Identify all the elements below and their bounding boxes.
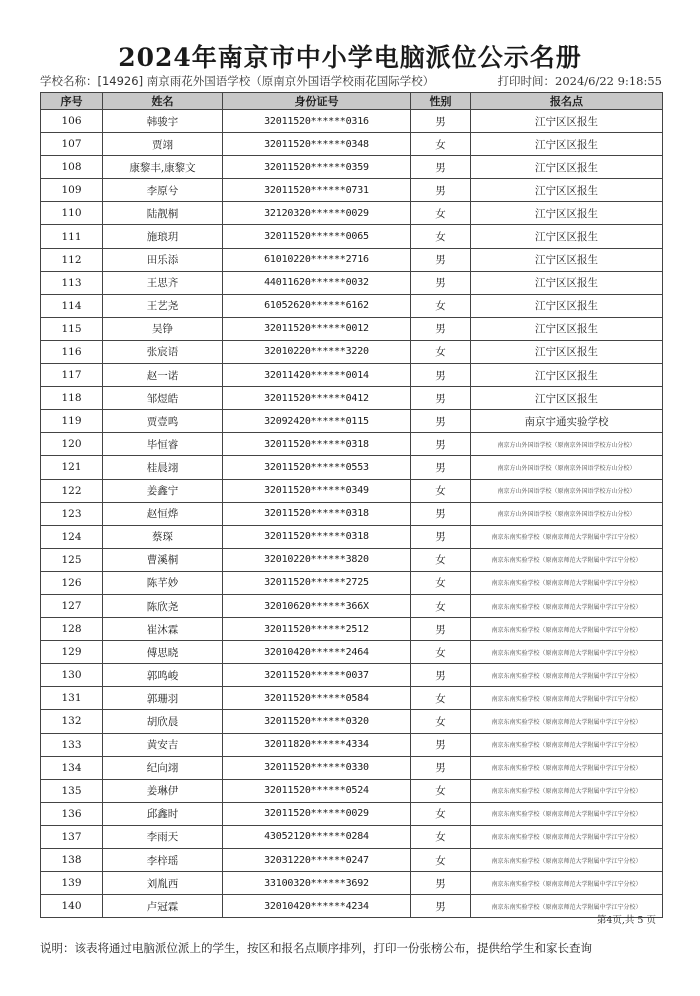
cell-seq: 122 bbox=[41, 479, 103, 502]
cell-id: 32011520******0012 bbox=[223, 317, 411, 340]
cell-gender: 男 bbox=[411, 502, 471, 525]
table-row bbox=[41, 710, 663, 733]
cell-seq: 112 bbox=[41, 248, 103, 271]
cell-id: 32010420******4234 bbox=[223, 895, 411, 918]
table-row bbox=[41, 156, 663, 179]
table-row bbox=[41, 849, 663, 872]
cell-name: 陈欣尧 bbox=[103, 594, 223, 617]
cell-site: 南京东南实验学校（原南京师范大学附属中学江宁分校） bbox=[471, 849, 663, 872]
table-row bbox=[41, 410, 663, 433]
cell-id: 32010220******3220 bbox=[223, 340, 411, 363]
table-row bbox=[41, 756, 663, 779]
table-row bbox=[41, 340, 663, 363]
cell-seq: 119 bbox=[41, 410, 103, 433]
cell-name: 施琅玥 bbox=[103, 225, 223, 248]
cell-gender: 女 bbox=[411, 340, 471, 363]
header-gender: 性别 bbox=[411, 93, 471, 110]
cell-site: 南京方山外国语学校（原南京外国语学校方山分校） bbox=[471, 433, 663, 456]
cell-id: 32120320******0029 bbox=[223, 202, 411, 225]
cell-gender: 女 bbox=[411, 133, 471, 156]
cell-site: 南京东南实验学校（原南京师范大学附属中学江宁分校） bbox=[471, 779, 663, 802]
table-row bbox=[41, 571, 663, 594]
table-row bbox=[41, 179, 663, 202]
cell-name: 崔沐霖 bbox=[103, 618, 223, 641]
cell-name: 曹溪桐 bbox=[103, 548, 223, 571]
cell-gender: 男 bbox=[411, 317, 471, 340]
cell-name: 田乐添 bbox=[103, 248, 223, 271]
cell-gender: 男 bbox=[411, 248, 471, 271]
cell-seq: 134 bbox=[41, 756, 103, 779]
cell-gender: 男 bbox=[411, 618, 471, 641]
cell-site: 南京方山外国语学校（原南京外国语学校方山分校） bbox=[471, 479, 663, 502]
print-info bbox=[498, 73, 662, 89]
cell-name: 赵恒烨 bbox=[103, 502, 223, 525]
cell-seq: 109 bbox=[41, 179, 103, 202]
cell-site: 南京东南实验学校（原南京师范大学附属中学江宁分校） bbox=[471, 548, 663, 571]
table-header-row bbox=[41, 93, 663, 110]
cell-seq: 135 bbox=[41, 779, 103, 802]
table-row bbox=[41, 271, 663, 294]
cell-gender: 女 bbox=[411, 825, 471, 848]
cell-name: 桂晨翊 bbox=[103, 456, 223, 479]
header-seq: 序号 bbox=[41, 93, 103, 110]
header-site: 报名点 bbox=[471, 93, 663, 110]
document-title: 2024年南京市中小学电脑派位公示名册 bbox=[118, 43, 582, 72]
cell-gender: 男 bbox=[411, 872, 471, 895]
cell-id: 32011520******0037 bbox=[223, 664, 411, 687]
cell-name: 邹煜皓 bbox=[103, 387, 223, 410]
cell-id: 32011520******0349 bbox=[223, 479, 411, 502]
cell-name: 王思齐 bbox=[103, 271, 223, 294]
cell-gender: 男 bbox=[411, 410, 471, 433]
table-row bbox=[41, 733, 663, 756]
cell-name: 纪向翊 bbox=[103, 756, 223, 779]
cell-id: 43052120******0284 bbox=[223, 825, 411, 848]
cell-id: 32011520******0330 bbox=[223, 756, 411, 779]
cell-site: 江宁区区报生 bbox=[471, 294, 663, 317]
cell-name: 康黎丰,康黎文 bbox=[103, 156, 223, 179]
table-row bbox=[41, 225, 663, 248]
cell-id: 32011520******0316 bbox=[223, 110, 411, 133]
cell-gender: 男 bbox=[411, 664, 471, 687]
cell-seq: 106 bbox=[41, 110, 103, 133]
table-row bbox=[41, 317, 663, 340]
cell-gender: 男 bbox=[411, 895, 471, 918]
cell-seq: 116 bbox=[41, 340, 103, 363]
cell-site: 江宁区区报生 bbox=[471, 387, 663, 410]
table-row bbox=[41, 641, 663, 664]
cell-name: 韩骏宇 bbox=[103, 110, 223, 133]
cell-id: 61010220******2716 bbox=[223, 248, 411, 271]
cell-gender: 男 bbox=[411, 110, 471, 133]
cell-site: 南京方山外国语学校（原南京外国语学校方山分校） bbox=[471, 456, 663, 479]
cell-seq: 115 bbox=[41, 317, 103, 340]
cell-site: 南京东南实验学校（原南京师范大学附属中学江宁分校） bbox=[471, 802, 663, 825]
cell-name: 毕恒睿 bbox=[103, 433, 223, 456]
cell-name: 李雨天 bbox=[103, 825, 223, 848]
cell-gender: 男 bbox=[411, 756, 471, 779]
cell-site: 南京东南实验学校（原南京师范大学附属中学江宁分校） bbox=[471, 687, 663, 710]
cell-id: 44011620******0032 bbox=[223, 271, 411, 294]
page-number: 第4页,共 5 页 bbox=[596, 915, 656, 926]
cell-gender: 男 bbox=[411, 387, 471, 410]
table-row bbox=[41, 664, 663, 687]
cell-seq: 108 bbox=[41, 156, 103, 179]
cell-seq: 110 bbox=[41, 202, 103, 225]
cell-gender: 女 bbox=[411, 479, 471, 502]
table-row bbox=[41, 825, 663, 848]
cell-name: 姜琳伊 bbox=[103, 779, 223, 802]
cell-gender: 男 bbox=[411, 179, 471, 202]
cell-site: 江宁区区报生 bbox=[471, 225, 663, 248]
cell-gender: 女 bbox=[411, 802, 471, 825]
table-row bbox=[41, 802, 663, 825]
table-row bbox=[41, 872, 663, 895]
cell-name: 陈芊妙 bbox=[103, 571, 223, 594]
cell-gender: 女 bbox=[411, 594, 471, 617]
table-row bbox=[41, 548, 663, 571]
table-row bbox=[41, 364, 663, 387]
cell-id: 32092420******0115 bbox=[223, 410, 411, 433]
cell-id: 32011520******0553 bbox=[223, 456, 411, 479]
cell-id: 32010420******2464 bbox=[223, 641, 411, 664]
table-row bbox=[41, 779, 663, 802]
cell-site: 南京东南实验学校（原南京师范大学附属中学江宁分校） bbox=[471, 525, 663, 548]
cell-seq: 137 bbox=[41, 825, 103, 848]
table-row bbox=[41, 618, 663, 641]
cell-name: 郭鸣峻 bbox=[103, 664, 223, 687]
cell-site: 南京方山外国语学校（原南京外国语学校方山分校） bbox=[471, 502, 663, 525]
cell-site: 南京东南实验学校（原南京师范大学附属中学江宁分校） bbox=[471, 641, 663, 664]
school-name: [14926] 南京雨花外国语学校（原南京外国语学校雨花国际学校） bbox=[97, 74, 435, 88]
cell-name: 张宸语 bbox=[103, 340, 223, 363]
cell-name: 胡欣晨 bbox=[103, 710, 223, 733]
cell-seq: 140 bbox=[41, 895, 103, 918]
cell-id: 32010620******366X bbox=[223, 594, 411, 617]
cell-site: 南京东南实验学校（原南京师范大学附属中学江宁分校） bbox=[471, 756, 663, 779]
cell-id: 32011820******4334 bbox=[223, 733, 411, 756]
cell-site: 江宁区区报生 bbox=[471, 317, 663, 340]
table-row bbox=[41, 294, 663, 317]
cell-site: 南京东南实验学校（原南京师范大学附属中学江宁分校） bbox=[471, 710, 663, 733]
cell-site: 江宁区区报生 bbox=[471, 202, 663, 225]
cell-gender: 女 bbox=[411, 225, 471, 248]
cell-seq: 132 bbox=[41, 710, 103, 733]
cell-gender: 女 bbox=[411, 687, 471, 710]
cell-site: 江宁区区报生 bbox=[471, 133, 663, 156]
cell-gender: 女 bbox=[411, 294, 471, 317]
table-row bbox=[41, 133, 663, 156]
cell-gender: 男 bbox=[411, 525, 471, 548]
cell-name: 赵一诺 bbox=[103, 364, 223, 387]
header-name: 姓名 bbox=[103, 93, 223, 110]
cell-site: 南京东南实验学校（原南京师范大学附属中学江宁分校） bbox=[471, 825, 663, 848]
cell-name: 刘胤西 bbox=[103, 872, 223, 895]
cell-seq: 126 bbox=[41, 571, 103, 594]
cell-name: 王艺尧 bbox=[103, 294, 223, 317]
cell-seq: 127 bbox=[41, 594, 103, 617]
cell-site: 江宁区区报生 bbox=[471, 248, 663, 271]
header-meta bbox=[40, 73, 662, 89]
cell-name: 陆靓桐 bbox=[103, 202, 223, 225]
cell-name: 郭珊羽 bbox=[103, 687, 223, 710]
cell-id: 32011520******0584 bbox=[223, 687, 411, 710]
cell-name: 吴铮 bbox=[103, 317, 223, 340]
cell-seq: 113 bbox=[41, 271, 103, 294]
cell-id: 32011520******0524 bbox=[223, 779, 411, 802]
cell-name: 李梓瑶 bbox=[103, 849, 223, 872]
cell-id: 32011420******0014 bbox=[223, 364, 411, 387]
cell-seq: 123 bbox=[41, 502, 103, 525]
cell-site: 南京东南实验学校（原南京师范大学附属中学江宁分校） bbox=[471, 895, 663, 918]
cell-seq: 118 bbox=[41, 387, 103, 410]
cell-id: 32011520******2725 bbox=[223, 571, 411, 594]
cell-id: 32011520******0412 bbox=[223, 387, 411, 410]
cell-id: 32011520******0065 bbox=[223, 225, 411, 248]
cell-gender: 女 bbox=[411, 779, 471, 802]
cell-seq: 121 bbox=[41, 456, 103, 479]
cell-site: 江宁区区报生 bbox=[471, 271, 663, 294]
cell-gender: 女 bbox=[411, 571, 471, 594]
cell-site: 江宁区区报生 bbox=[471, 364, 663, 387]
cell-seq: 131 bbox=[41, 687, 103, 710]
cell-seq: 114 bbox=[41, 294, 103, 317]
cell-gender: 男 bbox=[411, 433, 471, 456]
cell-id: 32031220******0247 bbox=[223, 849, 411, 872]
cell-seq: 117 bbox=[41, 364, 103, 387]
cell-seq: 125 bbox=[41, 548, 103, 571]
school-label: 学校名称： bbox=[40, 74, 98, 88]
cell-gender: 女 bbox=[411, 849, 471, 872]
cell-site: 江宁区区报生 bbox=[471, 340, 663, 363]
cell-site: 南京东南实验学校（原南京师范大学附属中学江宁分校） bbox=[471, 594, 663, 617]
cell-site: 南京宇通实验学校 bbox=[471, 410, 663, 433]
allocation-table bbox=[40, 92, 663, 918]
header-id: 身份证号 bbox=[223, 93, 411, 110]
cell-gender: 男 bbox=[411, 156, 471, 179]
cell-name: 姜鑫宁 bbox=[103, 479, 223, 502]
cell-id: 32011520******0318 bbox=[223, 433, 411, 456]
cell-seq: 128 bbox=[41, 618, 103, 641]
table-row bbox=[41, 387, 663, 410]
cell-seq: 136 bbox=[41, 802, 103, 825]
cell-id: 33100320******3692 bbox=[223, 872, 411, 895]
cell-seq: 133 bbox=[41, 733, 103, 756]
cell-site: 江宁区区报生 bbox=[471, 156, 663, 179]
cell-id: 32011520******0731 bbox=[223, 179, 411, 202]
cell-name: 邱鑫时 bbox=[103, 802, 223, 825]
cell-site: 南京东南实验学校（原南京师范大学附属中学江宁分校） bbox=[471, 664, 663, 687]
cell-site: 南京东南实验学校（原南京师范大学附属中学江宁分校） bbox=[471, 571, 663, 594]
cell-seq: 130 bbox=[41, 664, 103, 687]
table-row bbox=[41, 110, 663, 133]
cell-gender: 女 bbox=[411, 710, 471, 733]
cell-name: 傅思晓 bbox=[103, 641, 223, 664]
cell-name: 贾翊 bbox=[103, 133, 223, 156]
cell-name: 蔡琛 bbox=[103, 525, 223, 548]
cell-id: 32011520******0348 bbox=[223, 133, 411, 156]
cell-seq: 129 bbox=[41, 641, 103, 664]
cell-id: 61052620******6162 bbox=[223, 294, 411, 317]
cell-id: 32011520******0320 bbox=[223, 710, 411, 733]
cell-name: 黄安吉 bbox=[103, 733, 223, 756]
table-row bbox=[41, 895, 663, 918]
table-row bbox=[41, 433, 663, 456]
cell-gender: 女 bbox=[411, 202, 471, 225]
table-row bbox=[41, 525, 663, 548]
cell-gender: 女 bbox=[411, 641, 471, 664]
table-row bbox=[41, 202, 663, 225]
cell-gender: 男 bbox=[411, 271, 471, 294]
cell-site: 南京东南实验学校（原南京师范大学附属中学江宁分校） bbox=[471, 872, 663, 895]
cell-site: 南京东南实验学校（原南京师范大学附属中学江宁分校） bbox=[471, 733, 663, 756]
cell-name: 贾壹鸣 bbox=[103, 410, 223, 433]
cell-gender: 男 bbox=[411, 364, 471, 387]
footer-note: 说明：该表将通过电脑派位派上的学生，按区和报名点顺序排列，打印一份张榜公布，提供给学生和家长查询 bbox=[40, 941, 592, 955]
table-row bbox=[41, 479, 663, 502]
print-label: 打印时间： bbox=[497, 74, 556, 88]
cell-gender: 女 bbox=[411, 548, 471, 571]
table-row bbox=[41, 248, 663, 271]
cell-seq: 138 bbox=[41, 849, 103, 872]
school-info bbox=[40, 73, 434, 89]
cell-seq: 107 bbox=[41, 133, 103, 156]
cell-id: 32011520******0318 bbox=[223, 502, 411, 525]
table-row bbox=[41, 502, 663, 525]
cell-id: 32011520******2512 bbox=[223, 618, 411, 641]
table-row bbox=[41, 456, 663, 479]
cell-site: 江宁区区报生 bbox=[471, 110, 663, 133]
cell-seq: 124 bbox=[41, 525, 103, 548]
print-time: 2024/6/22 9:18:55 bbox=[555, 74, 662, 88]
cell-name: 李原兮 bbox=[103, 179, 223, 202]
cell-site: 江宁区区报生 bbox=[471, 179, 663, 202]
cell-gender: 男 bbox=[411, 456, 471, 479]
cell-id: 32011520******0359 bbox=[223, 156, 411, 179]
table-row bbox=[41, 687, 663, 710]
table-row bbox=[41, 594, 663, 617]
cell-name: 卢冠霖 bbox=[103, 895, 223, 918]
cell-id: 32011520******0318 bbox=[223, 525, 411, 548]
cell-id: 32011520******0029 bbox=[223, 802, 411, 825]
cell-gender: 男 bbox=[411, 733, 471, 756]
cell-seq: 111 bbox=[41, 225, 103, 248]
cell-seq: 120 bbox=[41, 433, 103, 456]
cell-id: 32010220******3820 bbox=[223, 548, 411, 571]
cell-site: 南京东南实验学校（原南京师范大学附属中学江宁分校） bbox=[471, 618, 663, 641]
cell-seq: 139 bbox=[41, 872, 103, 895]
